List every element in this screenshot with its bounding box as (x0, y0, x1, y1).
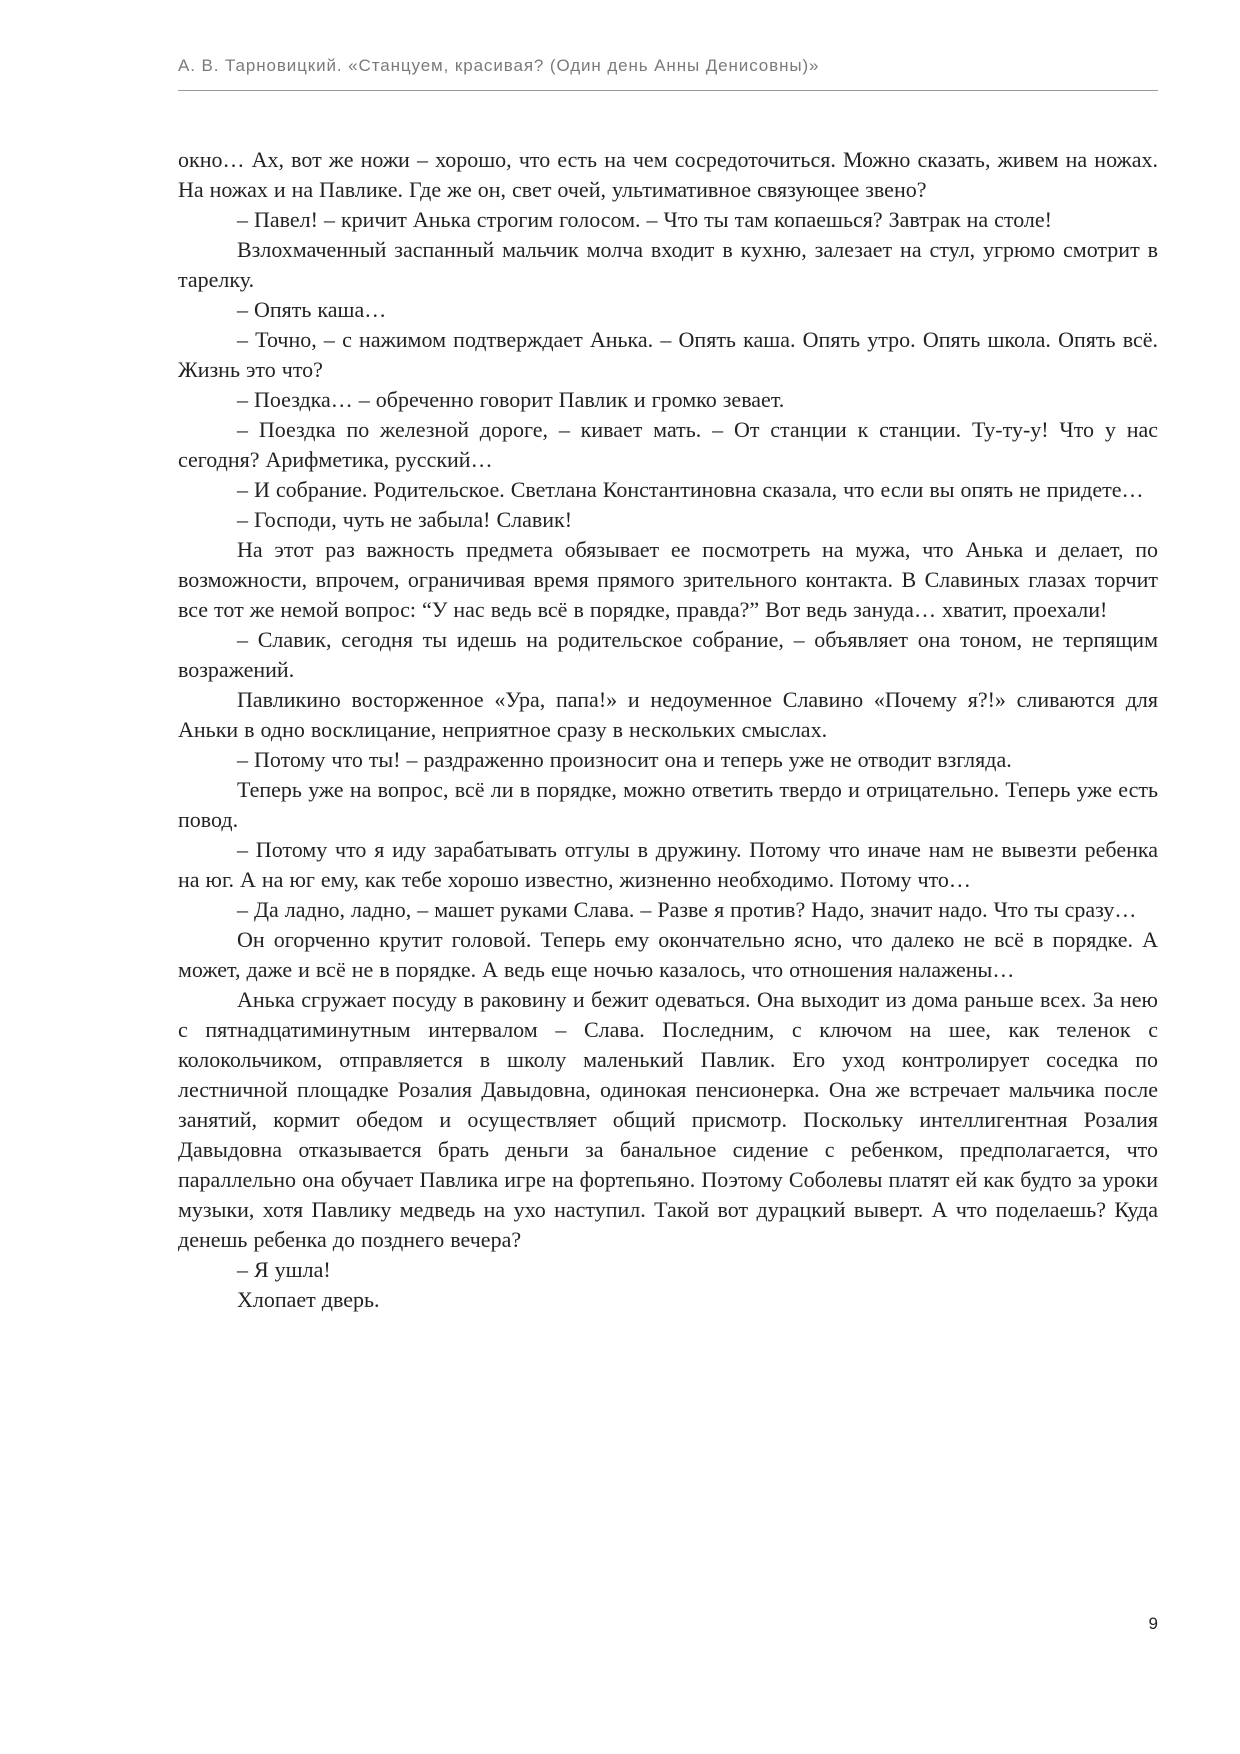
paragraph: – Потому что я иду зарабатывать отгулы в дружину. Потому что иначе нам не вывезти ребенка на юг. А на юг ему, как тебе хорошо известно, жизненно необходимо. Потому что… (178, 837, 1158, 892)
paragraph: Он огорченно крутит головой. Теперь ему окончательно ясно, что далеко не всё в порядке. А может, даже и всё не в порядке. А ведь еще ночью казалось, что отношения налажены… (178, 927, 1158, 982)
header-rule (178, 90, 1158, 91)
paragraph: – Да ладно, ладно, – машет руками Слава. – Разве я против? Надо, значит надо. Что ты сразу… (237, 897, 1137, 922)
paragraph: – Славик, сегодня ты идешь на родительское собрание, – объявляет она тоном, не терпящим возражений. (178, 627, 1158, 682)
page-number: 9 (1148, 1614, 1158, 1633)
running-header: А. В. Тарновицкий. «Станцуем, красивая? (Один день Анны Денисовны)» (178, 56, 820, 75)
paragraph: Анька сгружает посуду в раковину и бежит одеваться. Она выходит из дома раньше всех. За нею с пятнадцатиминутным интервалом – Слава. Последним, с ключом на шее, как теленок с колокольчиком, отправляется в школу маленький Павлик. Его уход контролирует соседка по лестничной площадке Розалия Давыдовна, одинокая пенсионерка. Она же встречает мальчика после занятий, кормит обедом и осуществляет общий присмотр. Поскольку интеллигентная Розалия Давыдовна отказывается брать деньги за банальное сидение с ребенком, предполагается, что параллельно она обучает Павлика игре на фортепьяно. Поэтому Соболевы платят ей как будто за уроки музыки, хотя Павлику медведь на ухо наступил. Такой вот дурацкий выверт. А что поделаешь? Куда денешь ребенка до позднего вечера? (178, 987, 1158, 1252)
paragraph: – Павел! – кричит Анька строгим голосом. – Что ты там копаешься? Завтрак на столе! (237, 207, 1053, 232)
paragraph: – Я ушла! (237, 1257, 331, 1282)
paragraph: – Опять каша… (237, 297, 387, 322)
text-body (178, 145, 1158, 1315)
paragraph: Павликино восторженное «Ура, папа!» и недоуменное Славино «Почему я?!» сливаются для Аньки в одно восклицание, неприятное сразу в нескольких смыслах. (178, 687, 1158, 742)
paragraph: – Господи, чуть не забыла! Славик! (237, 507, 573, 532)
paragraph: – Точно, – с нажимом подтверждает Анька. – Опять каша. Опять утро. Опять школа. Опять всё. Жизнь это что? (178, 327, 1158, 382)
paragraph: – Поездка по железной дороге, – кивает мать. – От станции к станции. Ту-ту-у! Что у нас сегодня? Арифметика, русский… (178, 417, 1158, 472)
paragraph: Хлопает дверь. (237, 1287, 380, 1312)
paragraph: Взлохмаченный заспанный мальчик молча входит в кухню, залезает на стул, угрюмо смотрит в тарелку. (178, 237, 1158, 292)
paragraph: окно… Ах, вот же ножи – хорошо, что есть на чем сосредоточиться. Можно сказать, живем на ножах. На ножах и на Павлике. Где же он, свет очей, ультимативное связующее звено? (178, 147, 1158, 202)
paragraph: Теперь уже на вопрос, всё ли в порядке, можно ответить твердо и отрицательно. Теперь уже есть повод. (178, 777, 1158, 832)
paragraph: – Поездка… – обреченно говорит Павлик и громко зевает. (237, 387, 785, 412)
paragraph: – И собрание. Родительское. Светлана Константиновна сказала, что если вы опять не придете… (237, 477, 1144, 502)
paragraph: На этот раз важность предмета обязывает ее посмотреть на мужа, что Анька и делает, по возможности, впрочем, ограничивая время прямого зрительного контакта. В Славиных глазах торчит все тот же немой вопрос: “У нас ведь всё в порядке, правда?” Вот ведь зануда… хватит, проехали! (178, 537, 1158, 622)
paragraph: – Потому что ты! – раздраженно произносит она и теперь уже не отводит взгляда. (237, 747, 1012, 772)
